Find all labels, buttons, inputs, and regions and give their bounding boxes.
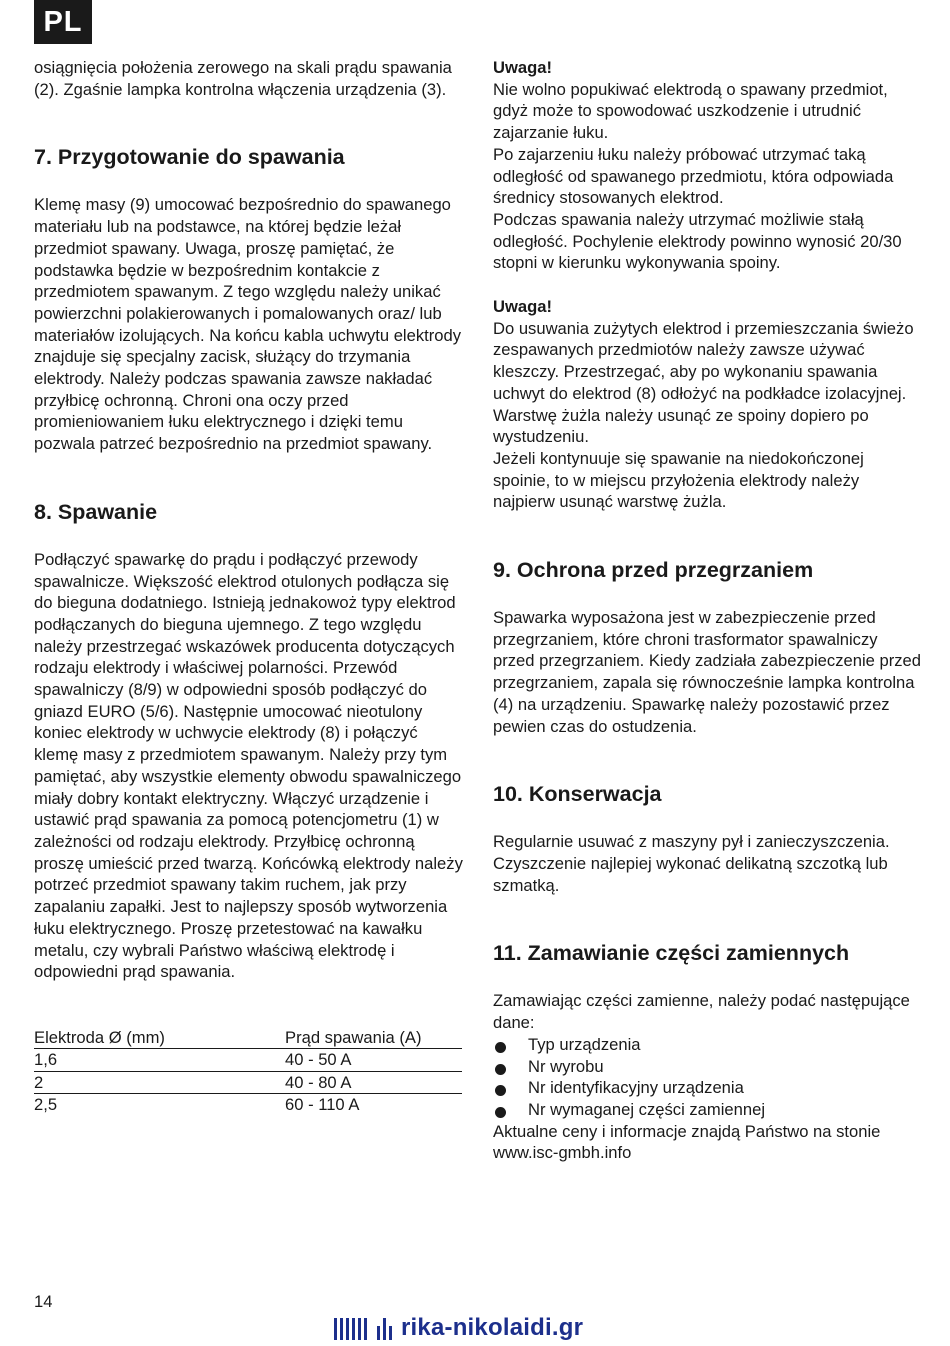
table-header-row — [34, 1027, 462, 1049]
warning-1-text-1: Nie wolno popukiwać elektrodą o spawany przedmiot, gdyż może to spowodować uszkodzenie i utrudnić zajarzanie łuku. — [493, 79, 888, 143]
bullet-icon — [495, 1042, 506, 1053]
warning-1-text-2: Po zajarzeniu łuku należy próbować utrzymać taką odległość od spawanego przedmiotu, która odpowiada średnicy stosowanych elektrod. — [493, 144, 894, 208]
section-11-outro: Aktualne ceny i informacje znajdą Państwo na stonie www.isc-gmbh.info — [493, 1121, 881, 1163]
section-10-body: Regularnie usuwać z maszyny pył i zanieczyszczenia. Czyszczenie najlepiej wykonać delikatną szczotką lub szmatką. — [493, 832, 890, 895]
list-item: Nr wyrobu — [493, 1056, 923, 1078]
list-item: Nr identyfikacyjny urządzenia — [493, 1077, 923, 1099]
spare-parts-list — [493, 1034, 923, 1121]
table-cell-diameter: 2 — [34, 1071, 285, 1094]
intro-paragraph: osiągnięcia położenia zerowego na skali prądu spawania (2). Zgaśnie lampka kontrolna włączenia urządzenia (3). — [34, 58, 452, 99]
section-8-body: Podłączyć spawarkę do prądu i podłączyć przewody spawalnicze. Większość elektrod otulonych podłącza się do bieguna dodatniego. Istnieją jednakowoż typy elektrod podłączanych do bieguna ujemnego. Z tego względu należy przestrzegać wskazówek producenta dotyczących rodzaju elektrody i właściwej polarności. Przewód spawalniczy (8/9) w odpowiedni sposób podłączyć do gniazd EURO (5/6). Następnie umocować nieotulony koniec elektrody w uchwycie elektrody (8) i połączyć klemę masy z przedmiotem spawanym. Należy przy tym pamiętać, aby wszystkie elementy obwodu spawalniczego miały dobry kontakt elektryczny. Włączyć urządzenie i ustawić prąd spawania za pomocą potencjometru (1) w zależności od rodzaju elektrody. Przyłbicę ochronną proszę umieścić przed twarzą. Końcówką elektrody należy potrzeć przedmiot spawany takim ruchem, jak przy zapalaniu zapałki. Jest to najlepszy sposób wytworzenia łuku elektrycznego. Proszę przetestować na kawałku metalu, czy wybrali Państwo właściwą elektrodę i odpowiedni prąd spawania. — [34, 549, 463, 982]
table-cell-current: 40 - 50 A — [285, 1049, 462, 1072]
watermark — [334, 1310, 583, 1346]
warning-1-text-3: Podczas spawania należy utrzymać możliwie stałą odległość. Pochylenie elektrody powinno wynosić 20/30 stopni w kierunku wykonywania spoiny. — [493, 209, 902, 273]
welding-current-table — [34, 1027, 462, 1116]
table-row — [34, 1071, 462, 1094]
right-column — [493, 57, 923, 1164]
watermark-text: rika-nikolaidi.gr — [401, 1314, 584, 1341]
section-8-heading: 8. Spawanie — [34, 499, 158, 524]
barcode-icon — [334, 1316, 395, 1340]
table-cell-diameter: 1,6 — [34, 1049, 285, 1072]
list-item: Nr wymaganej części zamiennej — [493, 1099, 923, 1121]
warning-1-label: Uwaga! — [493, 58, 553, 77]
table-header-electrode: Elektroda Ø (mm) — [34, 1027, 285, 1049]
section-10-heading: 10. Konserwacja — [493, 782, 662, 807]
section-9-body: Spawarka wyposażona jest w zabezpieczenie przed przegrzaniem, które chroni trasformator spawalniczy przed przegrzaniem. Kiedy zadziała zabezpieczenie przed przegrzaniem, zapala się równocześnie lampka kontrolna (4) na urządzeniu. Spawarkę należy pozostawić przez pewien czas do ostudzenia. — [493, 608, 921, 736]
bullet-icon — [495, 1107, 506, 1118]
list-item: Typ urządzenia — [493, 1034, 923, 1056]
page-number: 14 — [34, 1292, 53, 1311]
warning-2-label: Uwaga! — [493, 297, 553, 317]
table-cell-diameter: 2,5 — [34, 1095, 58, 1115]
warning-2-text-2: Warstwę żużla należy usunąć ze spoiny dopiero po wystudzeniu. — [493, 405, 869, 447]
table-cell-current: 60 - 110 A — [285, 1095, 360, 1115]
bullet-icon — [495, 1064, 506, 1075]
warning-2-text-3: Jeżeli kontynuuje się spawanie na niedokończonej spoinie, to w miejscu przyłożenia elektrody należy najpierw usunąć warstwę żużla. — [493, 448, 864, 512]
table-header-current: Prąd spawania (A) — [285, 1027, 462, 1049]
table-row — [34, 1094, 462, 1116]
table-cell-current: 40 - 80 A — [285, 1071, 462, 1094]
table-row — [34, 1049, 462, 1072]
section-11-heading: 11. Zamawianie części zamiennych — [493, 941, 850, 966]
section-11-intro: Zamawiając części zamienne, należy podać następujące dane: — [493, 991, 910, 1033]
bullet-icon — [495, 1085, 506, 1096]
warning-2-text-1: Do usuwania zużytych elektrod i przemieszczania świeżo zespawanych przedmiotów należy zawsze używać kleszczy. Przestrzegać, aby po wykonaniu spawania uchwyt do elektrod (8) odłożyć na podkładce izolacyjnej. — [493, 318, 914, 403]
section-7-heading: 7. Przygotowanie do spawania — [34, 145, 345, 170]
section-7-body: Klemę masy (9) umocować bezpośrednio do spawanego materiału lub na podstawce, na której będzie leżał przedmiot spawany. Uwaga, proszę pamiętać, że podstawka będzie w bezpośrednim kontakcie z przedmiotem spawanym. Z tego względu należy unikać powierzchni polakierowanych i pomalowanych oraz/ lub materiałów izolujących. Na końcu kabla uchwytu elektrody znajduje się specjalny zacisk, służący do trzymania elektrody. Należy podczas spawania zawsze nakładać przyłbicę ochronną. Chroni ona oczy przed promieniowaniem łuku elektrycznego i dzięki temu pozwala patrzeć bezpośrednio na przedmiot spawany. — [34, 195, 462, 454]
section-9-heading: 9. Ochrona przed przegrzaniem — [493, 558, 814, 583]
language-badge: PL — [34, 0, 92, 44]
left-column — [34, 57, 466, 1116]
